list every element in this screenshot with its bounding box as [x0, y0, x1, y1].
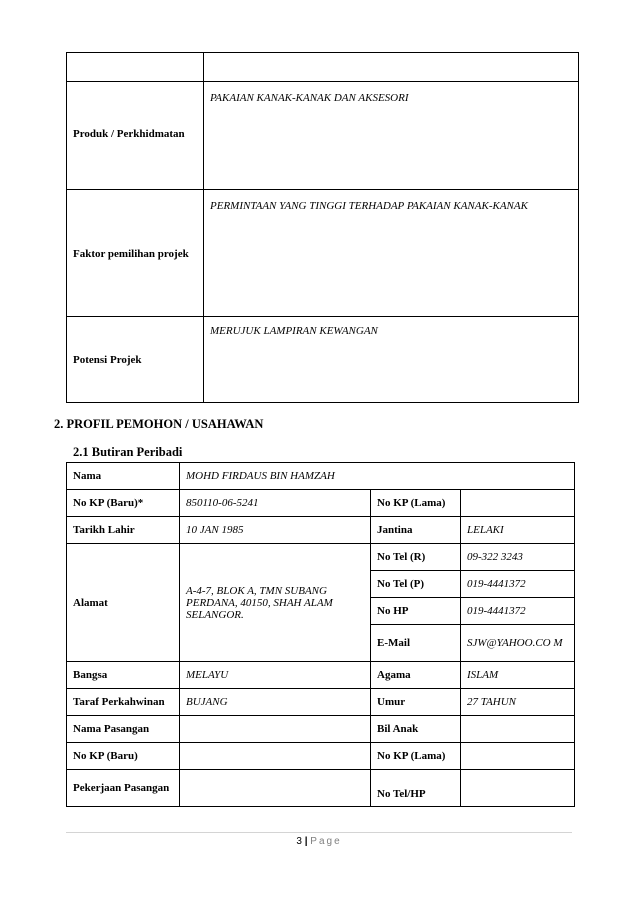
tel-r-label: No Tel (R): [371, 544, 461, 571]
personal-details-table: [66, 462, 575, 807]
tel-r-value: 09-322 3243: [461, 544, 575, 571]
tel-p-value: 019-4441372: [461, 571, 575, 598]
page-number: 3: [296, 836, 302, 847]
nama-value: MOHD FIRDAUS BIN HAMZAH: [180, 463, 575, 490]
tel-hp-label: No Tel/HP: [371, 770, 461, 807]
table-row: [67, 770, 575, 807]
pekerjaan-value: [180, 770, 371, 807]
email-value: SJW@YAHOO.CO M: [461, 625, 575, 662]
project-row-blank: [67, 53, 579, 82]
table-row: [67, 463, 575, 490]
project-value: PAKAIAN KANAK-KANAK DAN AKSESORI: [204, 82, 579, 190]
tarikh-lahir-label: Tarikh Lahir: [67, 517, 180, 544]
footer-separator: |: [304, 836, 308, 847]
jantina-label: Jantina: [371, 517, 461, 544]
nama-label: Nama: [67, 463, 180, 490]
project-value: MERUJUK LAMPIRAN KEWANGAN: [204, 317, 579, 403]
kp-lama-pasangan-value: [461, 743, 575, 770]
umur-value: 27 TAHUN: [461, 689, 575, 716]
table-row: [67, 689, 575, 716]
project-label: Produk / Perkhidmatan: [67, 82, 204, 190]
project-value: PERMINTAAN YANG TINGGI TERHADAP PAKAIAN KANAK-KANAK: [204, 190, 579, 317]
project-table: [66, 52, 579, 403]
project-label: Potensi Projek: [67, 317, 204, 403]
kp-lama-value: [461, 490, 575, 517]
pekerjaan-label: Pekerjaan Pasangan: [67, 770, 180, 807]
table-row: [67, 490, 575, 517]
alamat-value: A-4-7, BLOK A, TMN SUBANG PERDANA, 40150, SHAH ALAM SELANGOR.: [180, 544, 371, 662]
project-label: Faktor pemilihan projek: [67, 190, 204, 317]
taraf-label: Taraf Perkahwinan: [67, 689, 180, 716]
project-row-faktor: [67, 190, 579, 317]
table-row: [67, 517, 575, 544]
pasangan-value: [180, 716, 371, 743]
table-row: [67, 544, 575, 571]
hp-value: 019-4441372: [461, 598, 575, 625]
email-label: E-Mail: [371, 625, 461, 662]
project-row-produk: [67, 82, 579, 190]
kp-lama-label: No KP (Lama): [371, 490, 461, 517]
project-value: [204, 53, 579, 82]
kp-baru-value: 850110-06-5241: [180, 490, 371, 517]
hp-label: No HP: [371, 598, 461, 625]
umur-label: Umur: [371, 689, 461, 716]
project-label: [67, 53, 204, 82]
table-row: [67, 743, 575, 770]
kp-baru-pasangan-value: [180, 743, 371, 770]
tel-hp-value: [461, 770, 575, 807]
agama-value: ISLAM: [461, 662, 575, 689]
bangsa-value: MELAYU: [180, 662, 371, 689]
subsection-heading: 2.1 Butiran Peribadi: [73, 445, 183, 459]
footer-divider: [66, 832, 572, 833]
page-word: Page: [310, 836, 342, 847]
page-footer: [0, 836, 638, 847]
jantina-value: LELAKI: [461, 517, 575, 544]
kp-lama-pasangan-label: No KP (Lama): [371, 743, 461, 770]
table-row: [67, 662, 575, 689]
bil-anak-label: Bil Anak: [371, 716, 461, 743]
section-heading: 2. PROFIL PEMOHON / USAHAWAN: [54, 417, 264, 431]
bil-anak-value: [461, 716, 575, 743]
taraf-value: BUJANG: [180, 689, 371, 716]
pasangan-label: Nama Pasangan: [67, 716, 180, 743]
table-row: [67, 716, 575, 743]
kp-baru-pasangan-label: No KP (Baru): [67, 743, 180, 770]
project-row-potensi: [67, 317, 579, 403]
bangsa-label: Bangsa: [67, 662, 180, 689]
alamat-label: Alamat: [67, 544, 180, 662]
tarikh-lahir-value: 10 JAN 1985: [180, 517, 371, 544]
tel-p-label: No Tel (P): [371, 571, 461, 598]
agama-label: Agama: [371, 662, 461, 689]
kp-baru-label: No KP (Baru)*: [67, 490, 180, 517]
